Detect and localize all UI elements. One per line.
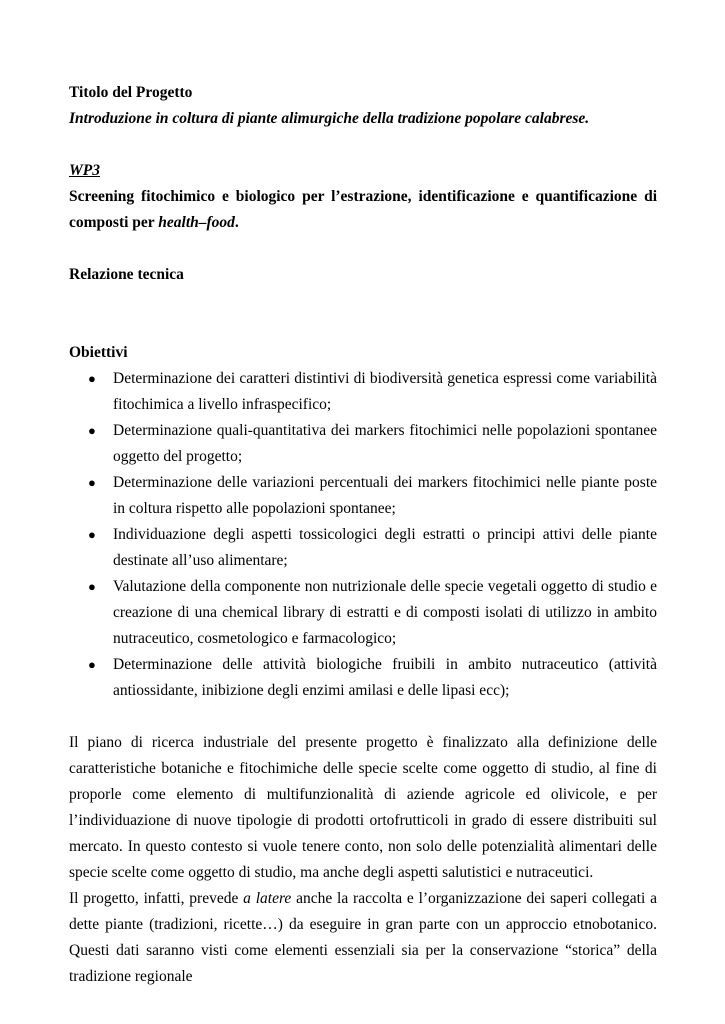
objective-item [69, 470, 657, 522]
bullet-icon: ● [88, 527, 96, 542]
objectives-heading: Obiettivi [69, 344, 128, 361]
objective-text: Determinazione dei caratteri distintivi di biodiversità genetica espressi come variabilità fitochimica a livello infraspecifico; [113, 370, 657, 413]
paragraph2-prefix: Il progetto, infatti, prevede [69, 890, 244, 907]
objective-item [69, 652, 657, 704]
objective-text: Valutazione della componente non nutrizionale delle specie vegetali oggetto di studio e creazione di una chemical library di estratti e di composti isolati di utilizzo in ambito nutraceutico, cosmetologico e farmacologico; [113, 578, 657, 647]
wp-title [69, 184, 657, 236]
wp-code: WP3 [69, 162, 100, 179]
bullet-icon: ● [88, 579, 96, 594]
spacer [69, 704, 657, 730]
objectives-list [69, 366, 657, 704]
report-label: Relazione tecnica [69, 266, 184, 283]
objective-text: Individuazione degli aspetti tossicologici degli estratti o principi attivi delle piante destinate all’uso alimentare; [113, 526, 657, 569]
objective-item [69, 366, 657, 418]
paragraph2-suffix: anche la raccolta e l’organizzazione dei saperi collegati a dette piante (tradizioni, ricette…) da eseguire in gran parte con un approccio etnobotanico. Questi dati saranno visti come elementi essenziali sia per la conservazione “storica” della tradizione regionale [69, 890, 657, 985]
objective-text: Determinazione delle variazioni percentuali dei markers fitochimici nelle piante poste in coltura rispetto alle popolazioni spontanee; [113, 474, 657, 517]
bullet-icon: ● [88, 423, 96, 438]
objective-text: Determinazione quali-quantitativa dei markers fitochimici nelle popolazioni spontanee oggetto del progetto; [113, 422, 657, 465]
project-title: Introduzione in coltura di piante alimurgiche della tradizione popolare calabrese. [69, 110, 590, 127]
wp-title-suffix: . [234, 214, 239, 231]
document-page [69, 80, 657, 990]
objective-item [69, 418, 657, 470]
body-paragraph-1: Il piano di ricerca industriale del presente progetto è finalizzato alla definizione delle caratteristiche botaniche e fitochimiche delle specie scelte come oggetto di studio, al fine di proporle come elemento di multifunzionalità di aziende agricole ed olivicole, e per l’individuazione di nuove tipologie di prodotti ortofrutticoli in grado di essere distribuiti sul mercato. In questo contesto si vuole tenere conto, non solo delle potenzialità alimentari delle specie scelte come oggetto di studio, ma anche degli aspetti salutistici e nutraceutici. [69, 734, 657, 881]
spacer [69, 288, 657, 340]
objective-text: Determinazione delle attività biologiche fruibili in ambito nutraceutico (attività antiossidante, inibizione degli enzimi amilasi e delle lipasi ecc); [113, 656, 657, 699]
body-paragraph-2 [69, 886, 657, 990]
bullet-icon: ● [88, 475, 96, 490]
project-label: Titolo del Progetto [69, 84, 193, 101]
objective-item [69, 522, 657, 574]
wp-title-prefix: Screening fitochimico e biologico per l’estrazione, identificazione e quantificazione di composti per [69, 188, 657, 231]
paragraph2-italic: a latere [243, 890, 292, 907]
bullet-icon: ● [88, 371, 96, 386]
spacer [69, 236, 657, 262]
bullet-icon: ● [88, 657, 96, 672]
objective-item [69, 574, 657, 652]
spacer [69, 132, 657, 158]
wp-title-italic: health–food [158, 214, 235, 231]
